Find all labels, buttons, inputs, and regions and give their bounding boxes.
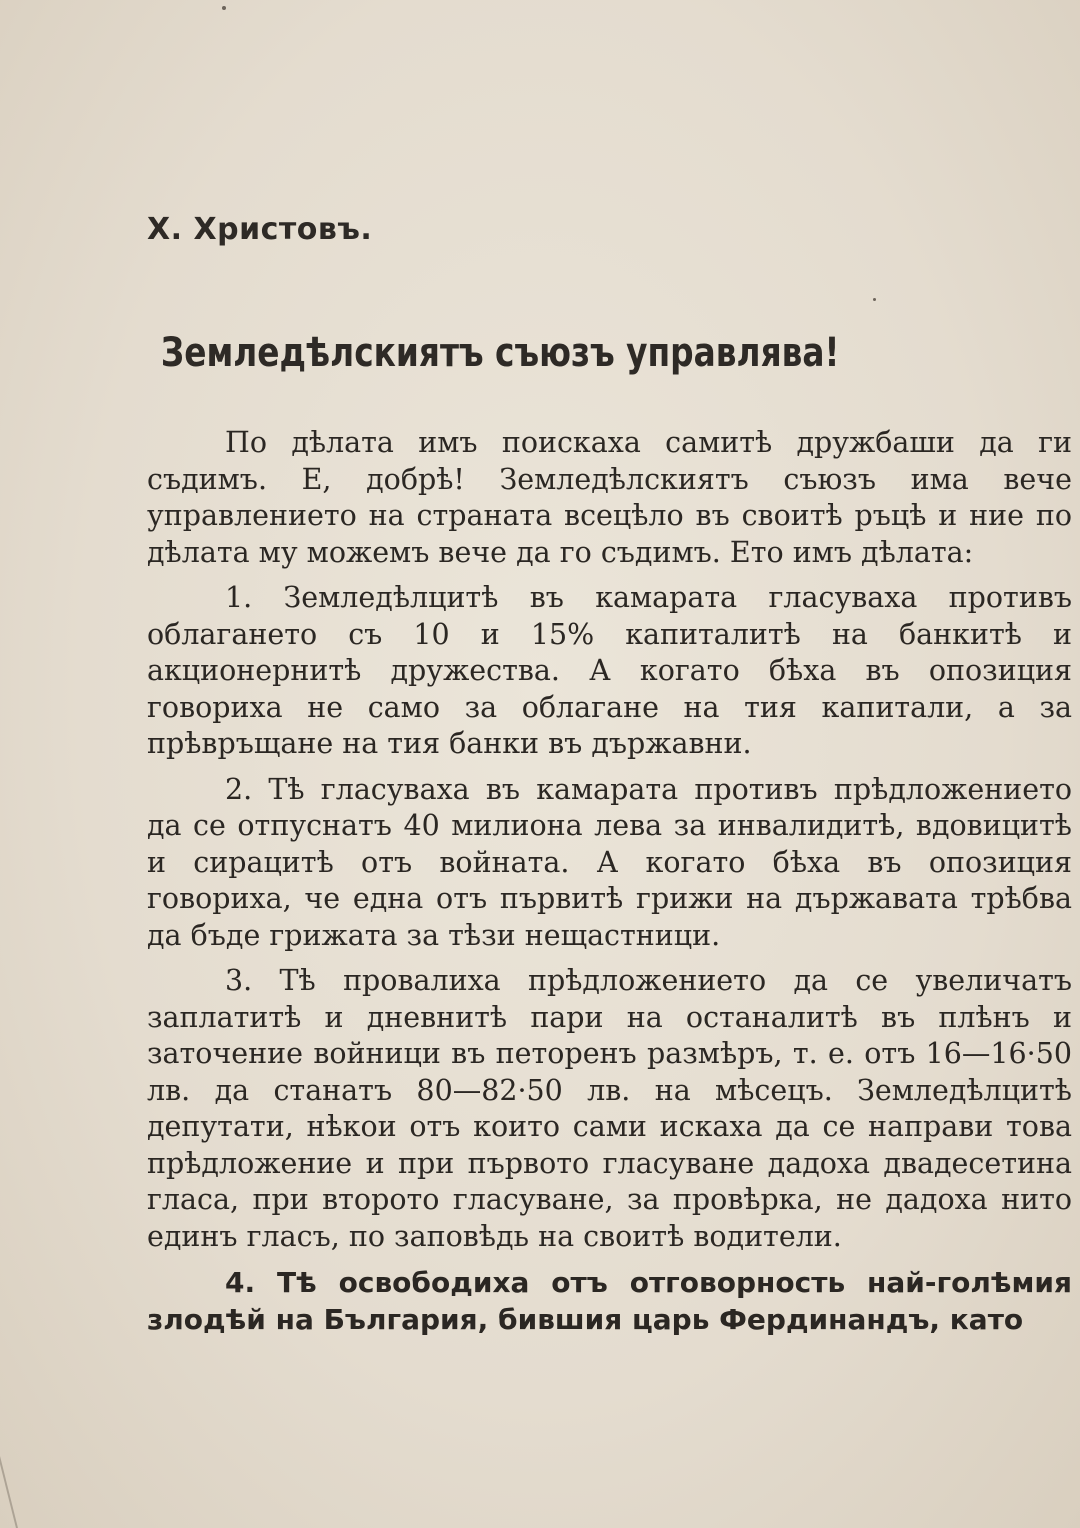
article-title: Земледѣлскиятъ съюзъ управлява! [160,330,840,376]
article-body [147,425,1072,1347]
author-name: Х. Христовъ. [147,212,373,247]
paragraph-intro: По дѣлата имъ поискаха самитѣ дружбаши да ги съдимъ. Е, добрѣ! Земледѣлскиятъ съюзъ има вече управлението на страната всецѣло въ своитѣ ръцѣ и ние по дѣлата му можемъ вече да го съдимъ. Ето имъ дѣлата: [147,426,1072,569]
paragraph-point-3: 3. Тѣ провалиха прѣдложението да се увеличатъ заплатитѣ и дневнитѣ пари на останалитѣ въ плѣнъ и заточение войници въ петоренъ размѣръ, т. е. отъ 16—16·50 лв. да станатъ 80—82·50 лв. на мѣсецъ. Земледѣлцитѣ депутати, нѣкои отъ които сами искаха да се направи това прѣдложение и при първото гласуване дадоха двадесетина гласа, при второто гласуване, за провѣрка, не дадоха нито единъ гласъ, по заповѣдь на своитѣ водители. [147,964,1072,1253]
paper-speck [222,6,226,10]
paragraph-point-1: 1. Земледѣлцитѣ въ камарата гласуваха противъ облагането съ 10 и 15% капиталитѣ на банкитѣ и акционернитѣ дружества. А когато бѣха въ опозиция говориха не само за облагане на тия капитали, а за прѣвръщане на тия банки въ държавни. [147,581,1072,760]
paper-crease [0,1400,58,1528]
paper-speck [873,298,876,301]
paragraph-point-2: 2. Тѣ гласуваха въ камарата противъ прѣдложението да се отпуснатъ 40 милиона лева за инвалидитѣ, вдовицитѣ и сирацитѣ отъ войната. А когато бѣха въ опозиция говориха, че една отъ първитѣ грижи на държавата трѣбва да бъде грижата за тѣзи нещастници. [147,772,1072,952]
paragraph-point-4: 4. Тѣ освободиха отъ отговорность най-голѣмия злодѣй на България, бившия царь Фердинандъ, като [147,1266,1072,1336]
